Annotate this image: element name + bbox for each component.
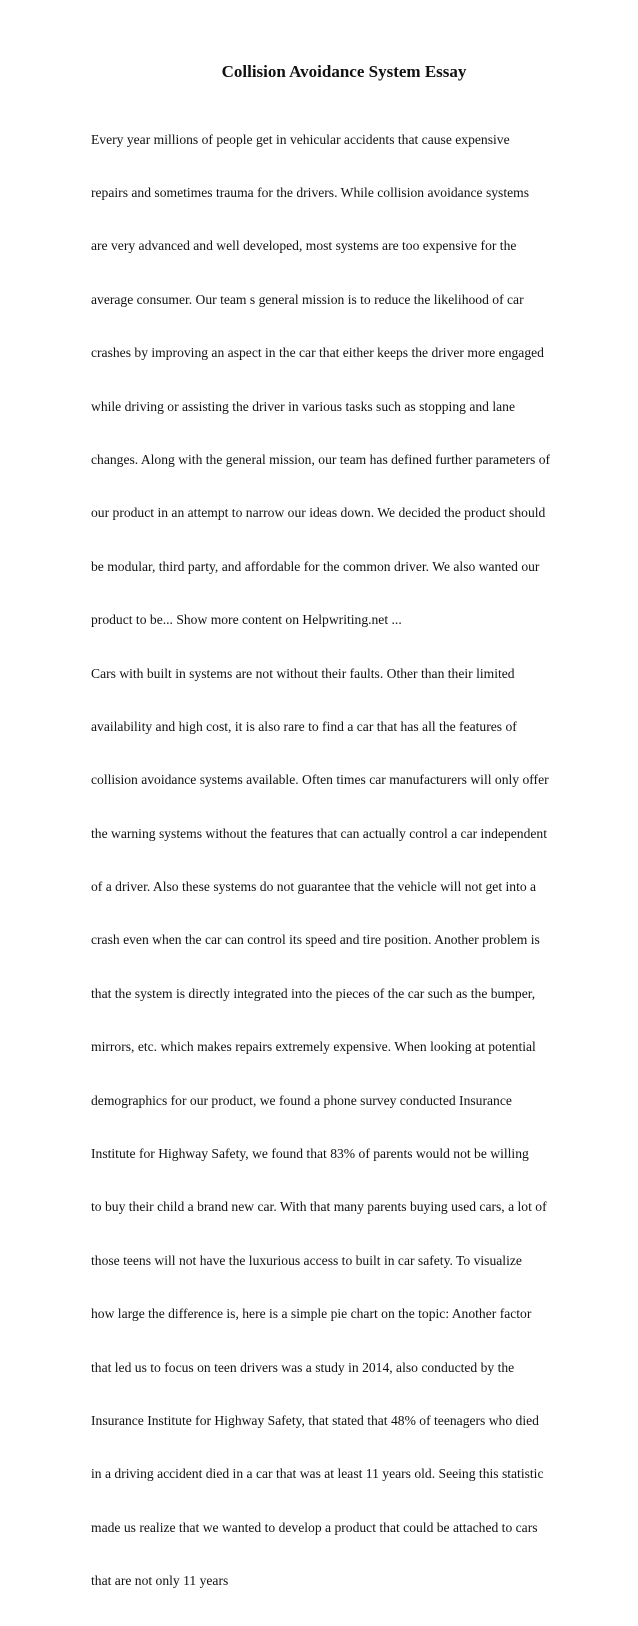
essay-line: crashes by improving an aspect in the car that either keeps the driver more engaged xyxy=(91,345,544,361)
essay-line: Insurance Institute for Highway Safety, that stated that 48% of teenagers who died xyxy=(91,1412,539,1428)
essay-line: in a driving accident died in a car that was at least 11 years old. Seeing this statistic xyxy=(91,1466,544,1482)
essay-line: to buy their child a brand new car. With that many parents buying used cars, a lot of xyxy=(91,1199,547,1215)
essay-line: demographics for our product, we found a phone survey conducted Insurance xyxy=(91,1092,512,1108)
essay-line: Every year millions of people get in vehicular accidents that cause expensive xyxy=(91,131,510,147)
essay-line: mirrors, etc. which makes repairs extremely expensive. When looking at potential xyxy=(91,1039,536,1055)
essay-line: repairs and sometimes trauma for the drivers. While collision avoidance systems xyxy=(91,184,530,200)
essay-line: made us realize that we wanted to develop a product that could be attached to cars xyxy=(91,1519,538,1535)
essay-line: those teens will not have the luxurious access to built in car safety. To visualize xyxy=(91,1252,522,1268)
essay-line: Cars with built in systems are not without their faults. Other than their limited xyxy=(91,665,515,681)
essay-line: average consumer. Our team s general mission is to reduce the likelihood of car xyxy=(91,291,524,307)
essay-line: that the system is directly integrated into the pieces of the car such as the bumper, xyxy=(91,985,536,1001)
essay-line: the warning systems without the features that can actually control a car independent xyxy=(91,825,547,841)
essay-line: our product in an attempt to narrow our ideas down. We decided the product should xyxy=(91,505,546,521)
essay-line: are very advanced and well developed, most systems are too expensive for the xyxy=(91,238,517,254)
essay-line: Institute for Highway Safety, we found that 83% of parents would not be willing xyxy=(91,1146,529,1162)
essay-line: availability and high cost, it is also rare to find a car that has all the features of xyxy=(91,718,517,734)
essay-body xyxy=(91,95,550,1626)
essay-line: that are not only 11 years xyxy=(91,1573,229,1589)
essay-line: be modular, third party, and affordable for the common driver. We also wanted our xyxy=(91,558,540,574)
essay-line: collision avoidance systems available. Often times car manufacturers will only offer xyxy=(91,772,549,788)
essay-line: while driving or assisting the driver in various tasks such as stopping and lane xyxy=(91,398,515,414)
essay-line: how large the difference is, here is a simple pie chart on the topic: Another factor xyxy=(91,1306,532,1322)
essay-line: that led us to focus on teen drivers was a study in 2014, also conducted by the xyxy=(91,1359,515,1375)
essay-line: product to be... Show more content on Helpwriting.net ... xyxy=(91,612,402,628)
essay-line: changes. Along with the general mission, our team has defined further parameters of xyxy=(91,451,551,467)
document-title: Collision Avoidance System Essay xyxy=(221,62,467,81)
essay-line: of a driver. Also these systems do not guarantee that the vehicle will not get into a xyxy=(91,879,537,895)
essay-line: crash even when the car can control its speed and tire position. Another problem is xyxy=(91,932,540,948)
